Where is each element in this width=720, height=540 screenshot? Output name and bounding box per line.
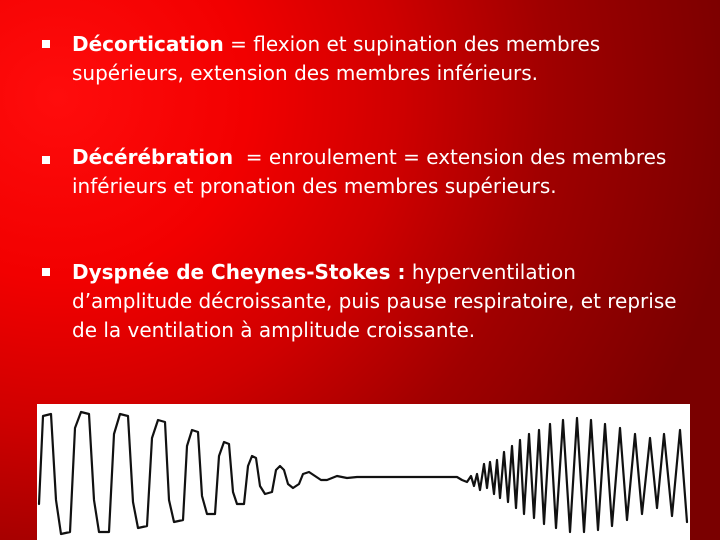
bullet-square-icon xyxy=(42,40,50,48)
cheyne-stokes-trace-figure xyxy=(37,404,690,540)
respiratory-waveform-icon xyxy=(37,404,690,540)
item-text xyxy=(72,258,702,345)
bullet-square-icon xyxy=(42,268,50,276)
term-label: Décortication xyxy=(72,32,224,56)
item-text xyxy=(72,30,702,88)
term-description: hyperventilation d’amplitude décroissante, puis pause respiratoire, et reprise de la ventilation à amplitude croissante. xyxy=(72,260,677,342)
term-label: Dyspnée de Cheynes-Stokes : xyxy=(72,260,406,284)
term-description: = flexion et supination des membres supérieurs, extension des membres inférieurs. xyxy=(72,32,601,85)
waveform-line xyxy=(39,412,687,534)
item-text xyxy=(72,143,702,201)
bullet-square-icon xyxy=(42,156,50,164)
term-description: = enroulement = extension des membres inférieurs et pronation des membres supérieurs. xyxy=(72,145,673,198)
term-label: Décérébration xyxy=(72,145,234,169)
